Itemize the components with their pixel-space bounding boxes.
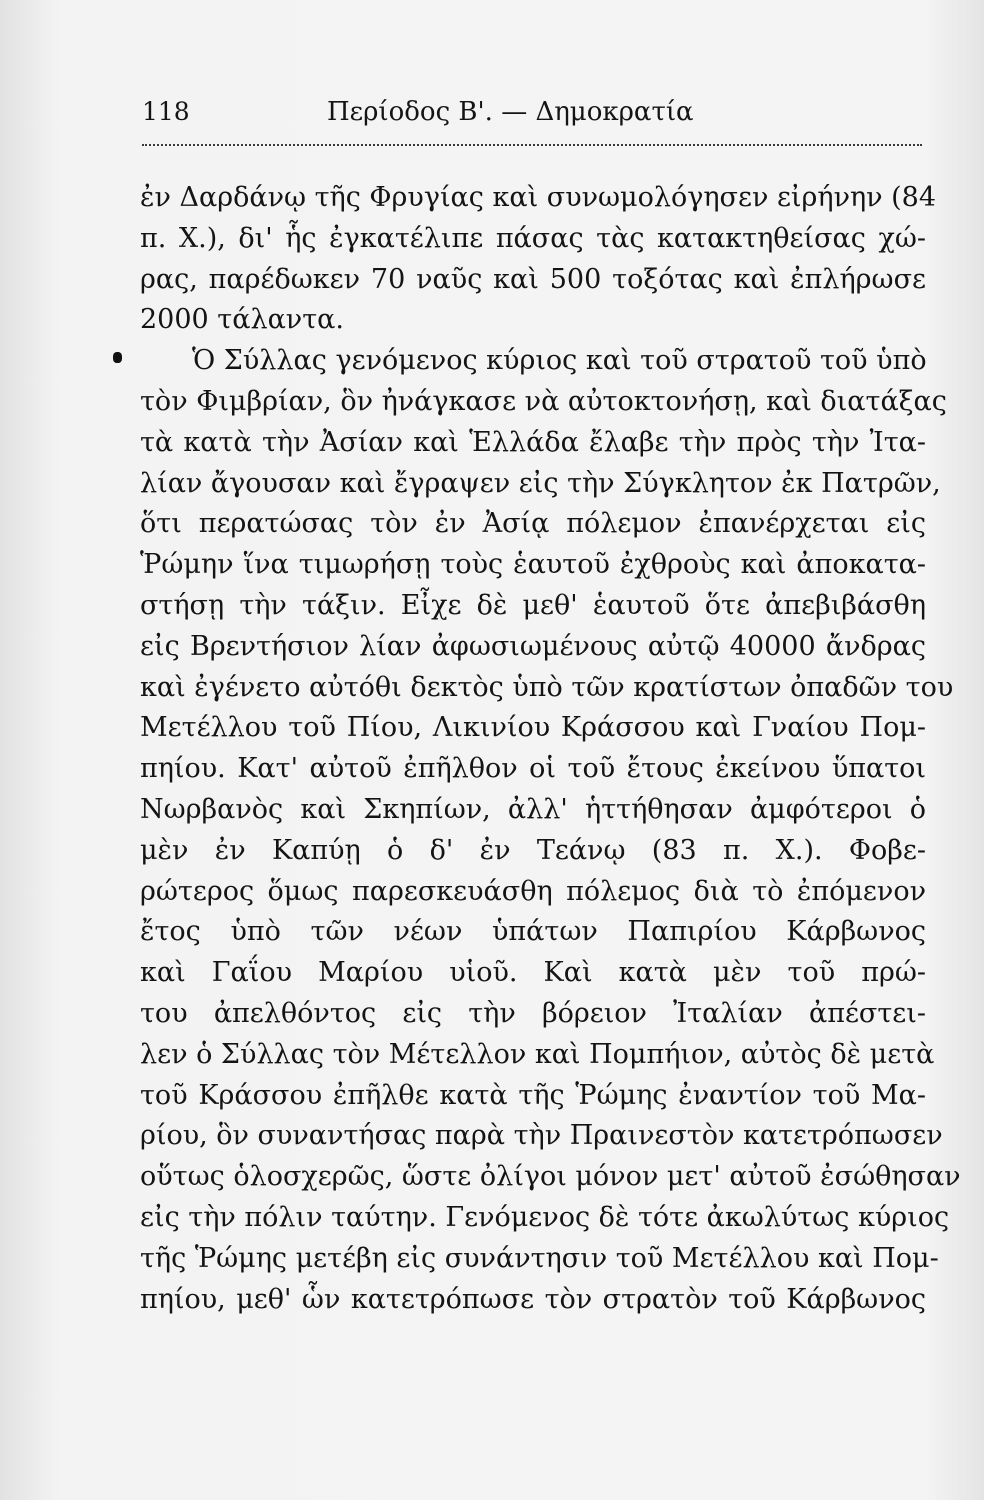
- text-line: ρώτερος ὅμως παρεσκευάσθη πόλεμος διὰ τὸ ἐπόμενον: [140, 875, 926, 907]
- text-line: πηίου. Κατ' αὐτοῦ ἐπῆλθον οἱ τοῦ ἔτους ἐκείνου ὕπατοι: [140, 753, 926, 785]
- text-line: 2000 τάλαντα.: [140, 304, 344, 336]
- text-line: ρίου, ὃν συναντήσας παρὰ τὴν Πραινεστὸν κατετρόπωσεν: [140, 1120, 943, 1152]
- text-line: π. Χ.), δι' ἧς ἐγκατέλιπε πάσας τὰς κατακτηθείσας χώ-: [140, 222, 926, 254]
- page-header: [142, 96, 922, 132]
- page-number: 118: [142, 97, 190, 126]
- ink-blot-mark: [113, 352, 122, 363]
- text-line: Μετέλλου τοῦ Πίου, Λικινίου Κράσσου καὶ Γναίου Πομ-: [140, 712, 926, 744]
- text-line: στήσῃ τὴν τάξιν. Εἶχε δὲ μεθ' ἑαυτοῦ ὅτε ἀπεβιβάσθη: [140, 589, 926, 621]
- text-line: του ἀπελθόντος εἰς τὴν βόρειον Ἰταλίαν ἀπέστει-: [140, 997, 926, 1029]
- text-line: πηίου, μεθ' ὧν κατετρόπωσε τὸν στρατὸν τοῦ Κάρβωνος: [140, 1283, 926, 1315]
- running-title: Περίοδος Β'. — Δημοκρατία: [327, 97, 694, 127]
- text-line: ρας, παρέδωκεν 70 ναῦς καὶ 500 τοξότας καὶ ἐπλήρωσε: [140, 263, 926, 295]
- text-line: Ῥώμην ἵνα τιμωρήσῃ τοὺς ἑαυτοῦ ἐχθροὺς καὶ ἀποκατα-: [140, 549, 926, 581]
- text-line: τὰ κατὰ τὴν Ἀσίαν καὶ Ἑλλάδα ἔλαβε τὴν πρὸς τὴν Ἰτα-: [140, 426, 926, 458]
- text-line: καὶ ἐγένετο αὐτόθι δεκτὸς ὑπὸ τῶν κρατίστων ὀπαδῶν του: [140, 671, 954, 703]
- text-line: ὅτι περατώσας τὸν ἐν Ἀσίᾳ πόλεμον ἐπανέρχεται εἰς: [140, 508, 926, 540]
- text-line: εἰς Βρεντήσιον λίαν ἀφωσιωμένους αὐτῷ 40000 ἄνδρας: [140, 630, 926, 662]
- text-line: οὕτως ὁλοσχερῶς, ὥστε ὀλίγοι μόνον μετ' αὐτοῦ ἐσώθησαν: [140, 1161, 961, 1193]
- text-line: Νωρβανὸς καὶ Σκηπίων, ἀλλ' ἡττήθησαν ἀμφότεροι ὁ: [140, 793, 926, 825]
- body-text: [140, 178, 961, 1320]
- text-line: λεν ὁ Σύλλας τὸν Μέτελλον καὶ Πομπήιον, αὐτὸς δὲ μετὰ: [140, 1038, 935, 1070]
- header-dotted-rule: [142, 144, 922, 146]
- text-line: τοῦ Κράσσου ἐπῆλθε κατὰ τῆς Ῥώμης ἐναντίον τοῦ Μα-: [140, 1079, 926, 1111]
- text-line: καὶ Γαΐου Μαρίου υἱοῦ. Καὶ κατὰ μὲν τοῦ πρώ-: [140, 957, 926, 989]
- text-line: ἐν Δαρδάνῳ τῆς Φρυγίας καὶ συνωμολόγησεν εἰρήνην (84: [140, 182, 937, 213]
- text-line: τὸν Φιμβρίαν, ὃν ἠνάγκασε νὰ αὐτοκτονήσῃ, καὶ διατάξας: [140, 385, 947, 417]
- text-line: ἔτος ὑπὸ τῶν νέων ὑπάτων Παπιρίου Κάρβωνος: [140, 916, 926, 948]
- text-line: λίαν ἄγουσαν καὶ ἔγραψεν εἰς τὴν Σύγκλητον ἐκ Πατρῶν,: [140, 467, 941, 499]
- text-line: εἰς τὴν πόλιν ταύτην. Γενόμενος δὲ τότε ἀκωλύτως κύριος: [140, 1201, 950, 1233]
- text-line: Ὁ Σύλλας γενόμενος κύριος καὶ τοῦ στρατοῦ τοῦ ὑπὸ: [192, 345, 927, 377]
- text-line: τῆς Ῥώμης μετέβη εἰς συνάντησιν τοῦ Μετέλλου καὶ Πομ-: [140, 1242, 939, 1274]
- text-line: μὲν ἐν Καπύῃ ὁ δ' ἐν Τεάνῳ (83 π. Χ.). Φοβε-: [140, 834, 926, 866]
